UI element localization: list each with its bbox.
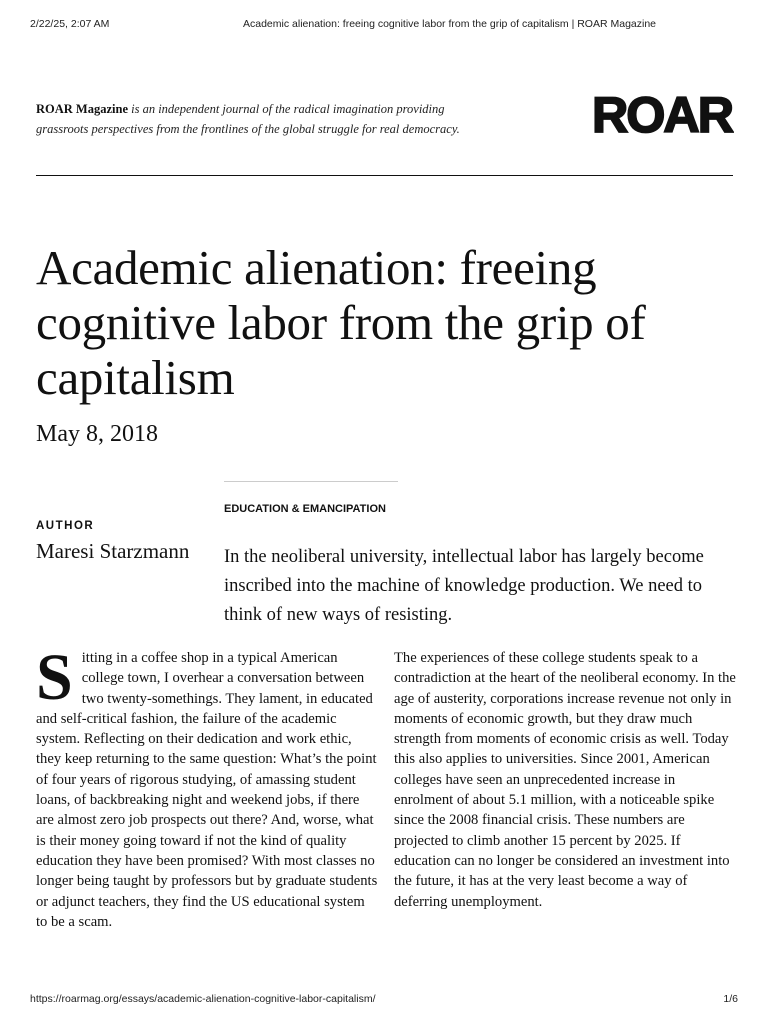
body-paragraph: The experiences of these college students speak to a contradiction at the heart of the neoliberal economy. In the age of austerity, corporations increase revenue not only in moments of economic growth, but they draw much strength from moments of economic crisis as well. Today this also applies to universities. Since 2001, American colleges have seen an unprecedented increase in enrolment of about 5.1 million, with a noticeable spike since the 2008 financial crisis. These numbers are projected to climb another 15 percent by 2025. If education can no longer be considered an investment into the future, it has at the very least become a way of deferring unemployment. bbox=[394, 650, 736, 910]
print-url: https://roarmag.org/essays/academic-alienation-cognitive-labor-capitalism/ bbox=[30, 993, 376, 1005]
section-divider bbox=[224, 481, 398, 482]
article-date: May 8, 2018 bbox=[36, 421, 158, 447]
body-paragraph bbox=[36, 641, 378, 932]
logo-text: ROAR bbox=[592, 92, 734, 140]
article-dek: In the neoliberal university, intellectual labor has largely become inscribed into the machine of knowledge production. We need to think of new ways of resisting. bbox=[224, 547, 704, 625]
masthead-tagline: is an independent journal of the radical imagination providing grassroots perspectives from the frontlines of the global struggle for real democracy. bbox=[36, 102, 460, 136]
print-page-number: 1/6 bbox=[723, 993, 738, 1005]
roar-logo[interactable] bbox=[590, 92, 734, 140]
article-title: Academic alienation: freeing cognitive labor from the grip of capitalism bbox=[36, 240, 646, 405]
print-footer bbox=[0, 993, 768, 1007]
masthead-divider bbox=[36, 175, 733, 176]
author-name-link[interactable]: Maresi Starzmann bbox=[36, 539, 190, 563]
masthead-brand: ROAR Magazine bbox=[36, 102, 128, 116]
category-link[interactable]: EDUCATION & EMANCIPATION bbox=[224, 503, 386, 515]
body-text-left: itting in a coffee shop in a typical American college town, I overhear a conversation between two twenty-somethings. They lament, in educated and self-critical fashion, the failure of the academic system. Reflecting on their dedication and work ethic, they keep returning to the same question: What’s the point of four years of rigorous studying, of amassing student loans, of backbreaking night and weekend jobs, if there are almost zero job prospects out there? And, worse, what is their money going toward if not the kind of quality education they have been promised? With most classes no longer being taught by professors but by graduate students or adjunct teachers, they find the US educational system to be a scam. bbox=[36, 650, 378, 930]
print-page-title: Academic alienation: freeing cognitive labor from the grip of capitalism | ROAR Magazine bbox=[243, 18, 657, 30]
drop-cap: S bbox=[36, 641, 73, 714]
body-column-left bbox=[36, 641, 378, 932]
print-timestamp: 2/22/25, 2:07 AM bbox=[30, 18, 110, 30]
body-column-right bbox=[394, 648, 736, 912]
masthead-description bbox=[36, 99, 476, 139]
print-header bbox=[0, 18, 768, 32]
author-label: AUTHOR bbox=[36, 520, 95, 532]
